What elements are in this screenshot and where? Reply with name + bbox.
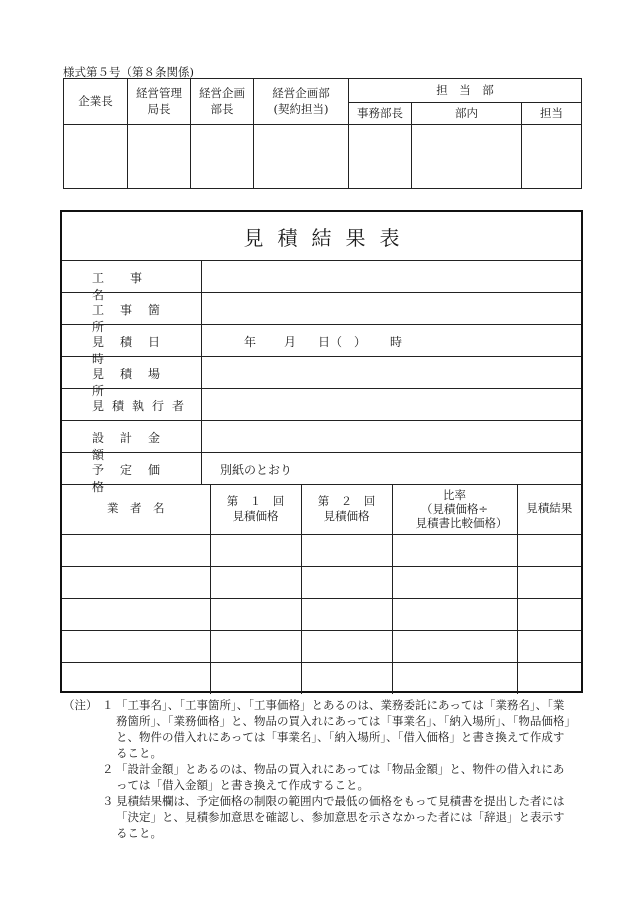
table-row: [62, 534, 581, 566]
field-label-cell: [62, 389, 202, 420]
approval-subheader-internal: 部内: [412, 103, 522, 125]
column-header-result: 見積結果: [517, 485, 581, 534]
note-number: １: [102, 698, 114, 712]
note-text-line: 見積結果欄は、予定価格の制限の範囲内で最低の価格をもって見積書を提出した者には: [116, 794, 565, 808]
approval-subheader-staff: 担当: [522, 103, 582, 125]
field-label-cell: [62, 421, 202, 462]
result-cell[interactable]: [517, 534, 581, 566]
field-label-cell: [62, 357, 202, 398]
field-row-work-location: [62, 293, 581, 334]
table-row: [62, 566, 581, 598]
field-row-planned-price: [62, 453, 581, 494]
table-row: [62, 630, 581, 662]
column-header-bidder-name: 業 者 名: [62, 485, 210, 534]
second-price-cell[interactable]: [301, 662, 392, 694]
stamp-box-president[interactable]: [64, 125, 128, 189]
note-text-line: ること。: [116, 746, 162, 760]
approval-header-mgmt-director: 経営管理 局長: [128, 79, 191, 125]
result-cell[interactable]: [517, 662, 581, 694]
ratio-cell[interactable]: [392, 630, 517, 662]
field-value-estimate-datetime[interactable]: [202, 325, 581, 356]
approval-stamp-table: [63, 78, 582, 189]
note-number: ２: [102, 762, 114, 776]
ratio-cell[interactable]: [392, 598, 517, 630]
column-header-ratio: 比率 （見積価格÷ 見積書比較価格）: [392, 485, 517, 534]
note-text-line: 務箇所」、「業務価格」と、物品の買入れにあっては「事業名」、「納入場所」、「物品価格」: [116, 714, 576, 728]
field-label: 見積日時: [92, 335, 177, 366]
field-row-estimate-place: [62, 357, 581, 398]
stamp-box-staff[interactable]: [522, 125, 582, 189]
field-label: 見積執行者: [92, 399, 193, 413]
field-label: 見積場所: [92, 367, 177, 398]
note-text-line: 「設計金額」とあるのは、物品の買入れにあっては「物品金額」と、物件の借入れにあ: [116, 762, 565, 776]
field-value-planned-price[interactable]: 別紙のとおり: [220, 463, 293, 477]
first-price-cell[interactable]: [210, 534, 301, 566]
form-title: 見積結果表: [243, 225, 414, 250]
bidder-name-cell[interactable]: [62, 662, 210, 694]
first-price-cell[interactable]: [210, 566, 301, 598]
note-text-line: と、物件の借入れにあっては「事業名」、「納入場所」、「借入価格」と書き換えて作成す: [116, 730, 565, 744]
second-price-cell[interactable]: [301, 566, 392, 598]
bidder-name-cell[interactable]: [62, 630, 210, 662]
approval-header-planning-dept: 経営企画部 (契約担当): [254, 79, 349, 125]
first-price-cell[interactable]: [210, 662, 301, 694]
note-text-line: っては「借入金額」と書き換えて作成すること。: [116, 778, 369, 792]
column-header-second-price: 第 ２ 回 見積価格: [301, 485, 392, 534]
field-row-work-name: [62, 261, 581, 302]
result-cell[interactable]: [517, 598, 581, 630]
field-label-cell: [62, 293, 202, 334]
column-header-first-price: 第 １ 回 見積価格: [210, 485, 301, 534]
notes-prefix: （注）: [63, 698, 98, 712]
first-price-cell[interactable]: [210, 598, 301, 630]
field-value-estimate-place[interactable]: [202, 357, 581, 388]
approval-header-president: 企業長: [64, 79, 128, 125]
field-value-work-name[interactable]: [202, 261, 581, 292]
field-label: 予定価格: [92, 463, 177, 494]
ratio-cell[interactable]: [392, 534, 517, 566]
field-value-estimate-executor[interactable]: [202, 389, 581, 420]
table-row: [62, 598, 581, 630]
table-row: [62, 662, 581, 694]
stamp-box-planning-dept[interactable]: [254, 125, 349, 189]
bidder-name-cell[interactable]: [62, 566, 210, 598]
stamp-box-internal[interactable]: [412, 125, 522, 189]
datetime-month: 月: [284, 335, 297, 349]
ratio-cell[interactable]: [392, 662, 517, 694]
estimate-result-form: [60, 210, 583, 693]
field-value-work-location[interactable]: [202, 293, 581, 324]
approval-subheader-admin-director: 事務部長: [349, 103, 412, 125]
second-price-cell[interactable]: [301, 534, 392, 566]
note-text-line: ること。: [116, 826, 162, 840]
approval-header-planning-director: 経営企画 部長: [191, 79, 254, 125]
result-cell[interactable]: [517, 630, 581, 662]
note-number: ３: [102, 794, 114, 808]
first-price-cell[interactable]: [210, 630, 301, 662]
datetime-year: 年: [244, 335, 257, 349]
field-label: 設計金額: [92, 431, 177, 462]
field-value-design-amount[interactable]: [202, 421, 581, 452]
note-text-line: 「決定」と、見積参加意思を確認し、参加意思を示さなかった者には「辞退」と表示す: [116, 810, 565, 824]
bidder-table: [62, 485, 581, 694]
field-row-design-amount: [62, 421, 581, 462]
field-label-cell: [62, 325, 202, 366]
note-text-line: 「工事名」、「工事箇所」、「工事価格」とあるのは、業務委託にあっては「業務名」、「業: [116, 698, 565, 712]
field-label: 工事名: [92, 271, 169, 302]
bidder-name-cell[interactable]: [62, 598, 210, 630]
field-label-cell: [62, 453, 202, 494]
field-label-cell: [62, 261, 202, 302]
approval-header-responsible-dept: 担 当 部: [349, 79, 582, 103]
field-row-estimate-executor: [62, 389, 581, 421]
form-title-row: [62, 212, 581, 261]
bidder-name-cell[interactable]: [62, 534, 210, 566]
stamp-box-mgmt-director[interactable]: [128, 125, 191, 189]
form-number-label: 様式第５号（第８条関係): [63, 65, 194, 79]
field-label: 工事箇所: [92, 303, 177, 334]
field-row-estimate-datetime: [62, 325, 581, 366]
stamp-box-admin-director[interactable]: [349, 125, 412, 189]
datetime-day: 日（ ）: [318, 335, 367, 349]
result-cell[interactable]: [517, 566, 581, 598]
second-price-cell[interactable]: [301, 598, 392, 630]
datetime-hour: 時: [390, 335, 403, 349]
second-price-cell[interactable]: [301, 630, 392, 662]
ratio-cell[interactable]: [392, 566, 517, 598]
stamp-box-planning-director[interactable]: [191, 125, 254, 189]
